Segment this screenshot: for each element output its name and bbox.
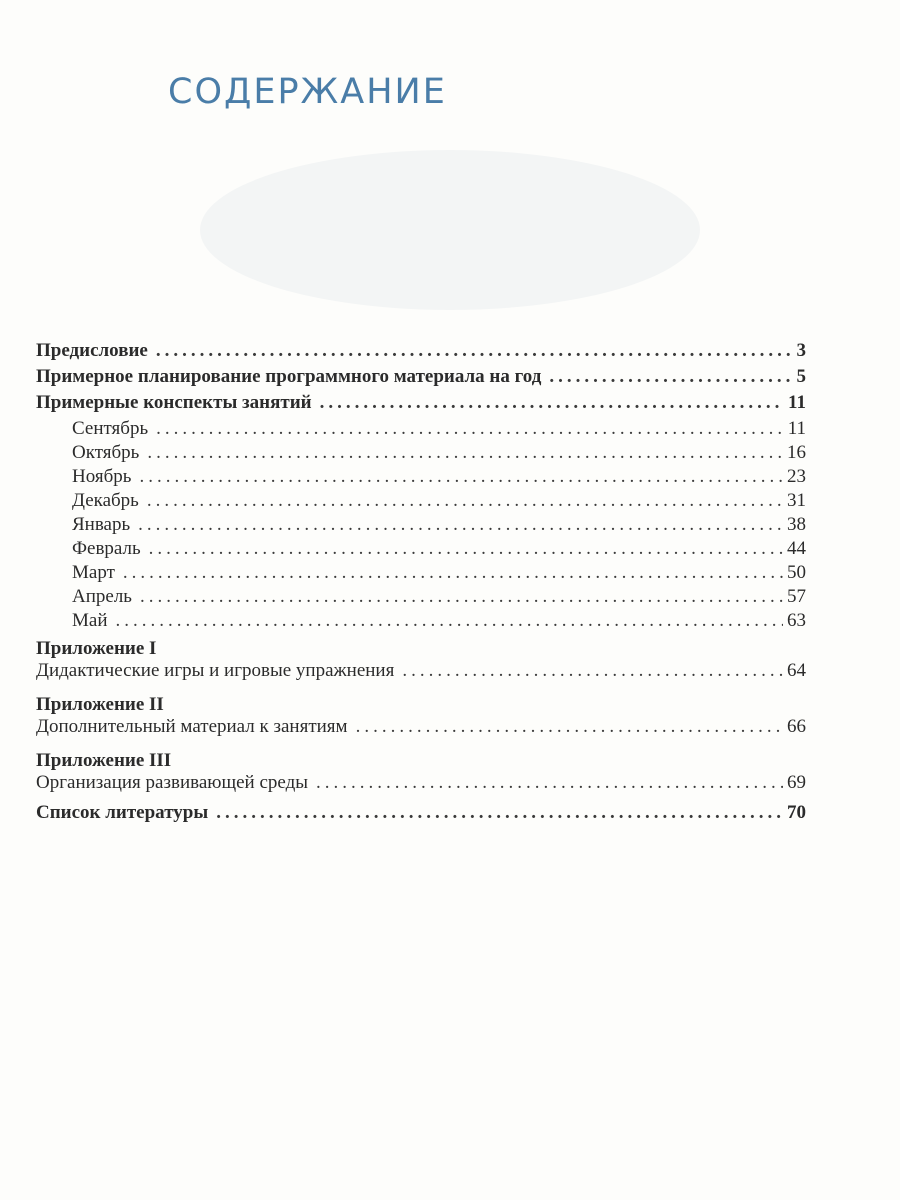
leader-dots <box>140 586 783 608</box>
leader-dots <box>402 660 783 682</box>
toc-entry-page: 31 <box>787 490 806 511</box>
toc-entry-label: Ноябрь <box>72 466 132 487</box>
toc-entry-label: Сентябрь <box>72 418 149 439</box>
toc-entry-page: 23 <box>787 466 806 487</box>
bleed-through-shadow <box>200 150 700 310</box>
toc-entry-label: Март <box>72 562 115 583</box>
toc-entry-label: Октябрь <box>72 442 140 463</box>
toc-entry-label: Примерные конспекты занятий <box>36 392 312 413</box>
leader-dots <box>138 514 783 536</box>
leader-dots <box>147 442 783 464</box>
leader-dots <box>123 562 783 584</box>
toc-entry[interactable] <box>36 562 806 586</box>
toc-entry-label: Февраль <box>72 538 141 559</box>
toc-entry[interactable] <box>36 802 806 828</box>
toc-entry[interactable] <box>36 340 806 366</box>
leader-dots <box>149 538 783 560</box>
toc-entry-page: 70 <box>787 802 806 823</box>
leader-dots <box>116 610 784 632</box>
toc-entry-label: Приложение I <box>36 638 157 659</box>
toc-entry-page: 11 <box>787 418 806 439</box>
toc-entry-label: Предисловие <box>36 340 148 361</box>
toc-entry-page: 16 <box>787 442 806 463</box>
toc-entry-label: Декабрь <box>72 490 139 511</box>
leader-dots <box>216 802 783 824</box>
toc-entry-page: 57 <box>787 586 806 607</box>
toc-entry[interactable] <box>36 586 806 610</box>
leader-dots <box>156 418 784 440</box>
toc-entry[interactable] <box>36 660 806 690</box>
toc-entry-label: Январь <box>72 514 131 535</box>
page-title: СОДЕРЖАНИЕ <box>168 72 447 112</box>
toc-entry-page: 69 <box>787 772 806 793</box>
toc-entry[interactable] <box>36 490 806 514</box>
leader-dots <box>139 466 783 488</box>
toc-entry-page: 66 <box>787 716 806 737</box>
toc-entry-page: 63 <box>787 610 806 631</box>
toc-entry-label: Приложение III <box>36 750 172 771</box>
toc-entry[interactable] <box>36 392 806 418</box>
toc-entry-page: 64 <box>787 660 806 681</box>
leader-dots <box>320 392 784 414</box>
toc-entry-page: 5 <box>796 366 806 387</box>
leader-dots <box>147 490 783 512</box>
toc-entry[interactable] <box>36 716 806 746</box>
toc-entry-label: Дополнительный материал к занятиям <box>36 716 348 737</box>
toc-entry-label: Май <box>72 610 108 631</box>
toc-entry[interactable] <box>36 638 806 660</box>
toc-entry[interactable] <box>36 750 806 772</box>
toc-entry[interactable] <box>36 514 806 538</box>
toc-entry[interactable] <box>36 538 806 562</box>
leader-dots <box>316 772 783 794</box>
toc-entry-label: Список литературы <box>36 802 209 823</box>
toc-entry[interactable] <box>36 366 806 392</box>
toc-entry-page: 44 <box>787 538 806 559</box>
toc-entry[interactable] <box>36 418 806 442</box>
toc-entry[interactable] <box>36 610 806 634</box>
leader-dots <box>356 716 783 738</box>
toc-entry-label: Примерное планирование программного материала на год <box>36 366 542 387</box>
toc-entry-page: 50 <box>787 562 806 583</box>
toc-entry[interactable] <box>36 694 806 716</box>
toc-entry-page: 3 <box>796 340 806 361</box>
leader-dots <box>549 366 792 388</box>
toc-entry-label: Апрель <box>72 586 132 607</box>
toc-entry[interactable] <box>36 466 806 490</box>
toc-entry-label: Дидактические игры и игровые упражнения <box>36 660 395 681</box>
toc-entry-label: Приложение II <box>36 694 164 715</box>
toc-entry-page: 38 <box>787 514 806 535</box>
table-of-contents <box>36 340 806 828</box>
toc-entry[interactable] <box>36 442 806 466</box>
toc-entry-label: Организация развивающей среды <box>36 772 309 793</box>
toc-entry-page: 11 <box>788 392 806 413</box>
toc-entry[interactable] <box>36 772 806 802</box>
leader-dots <box>156 340 793 362</box>
